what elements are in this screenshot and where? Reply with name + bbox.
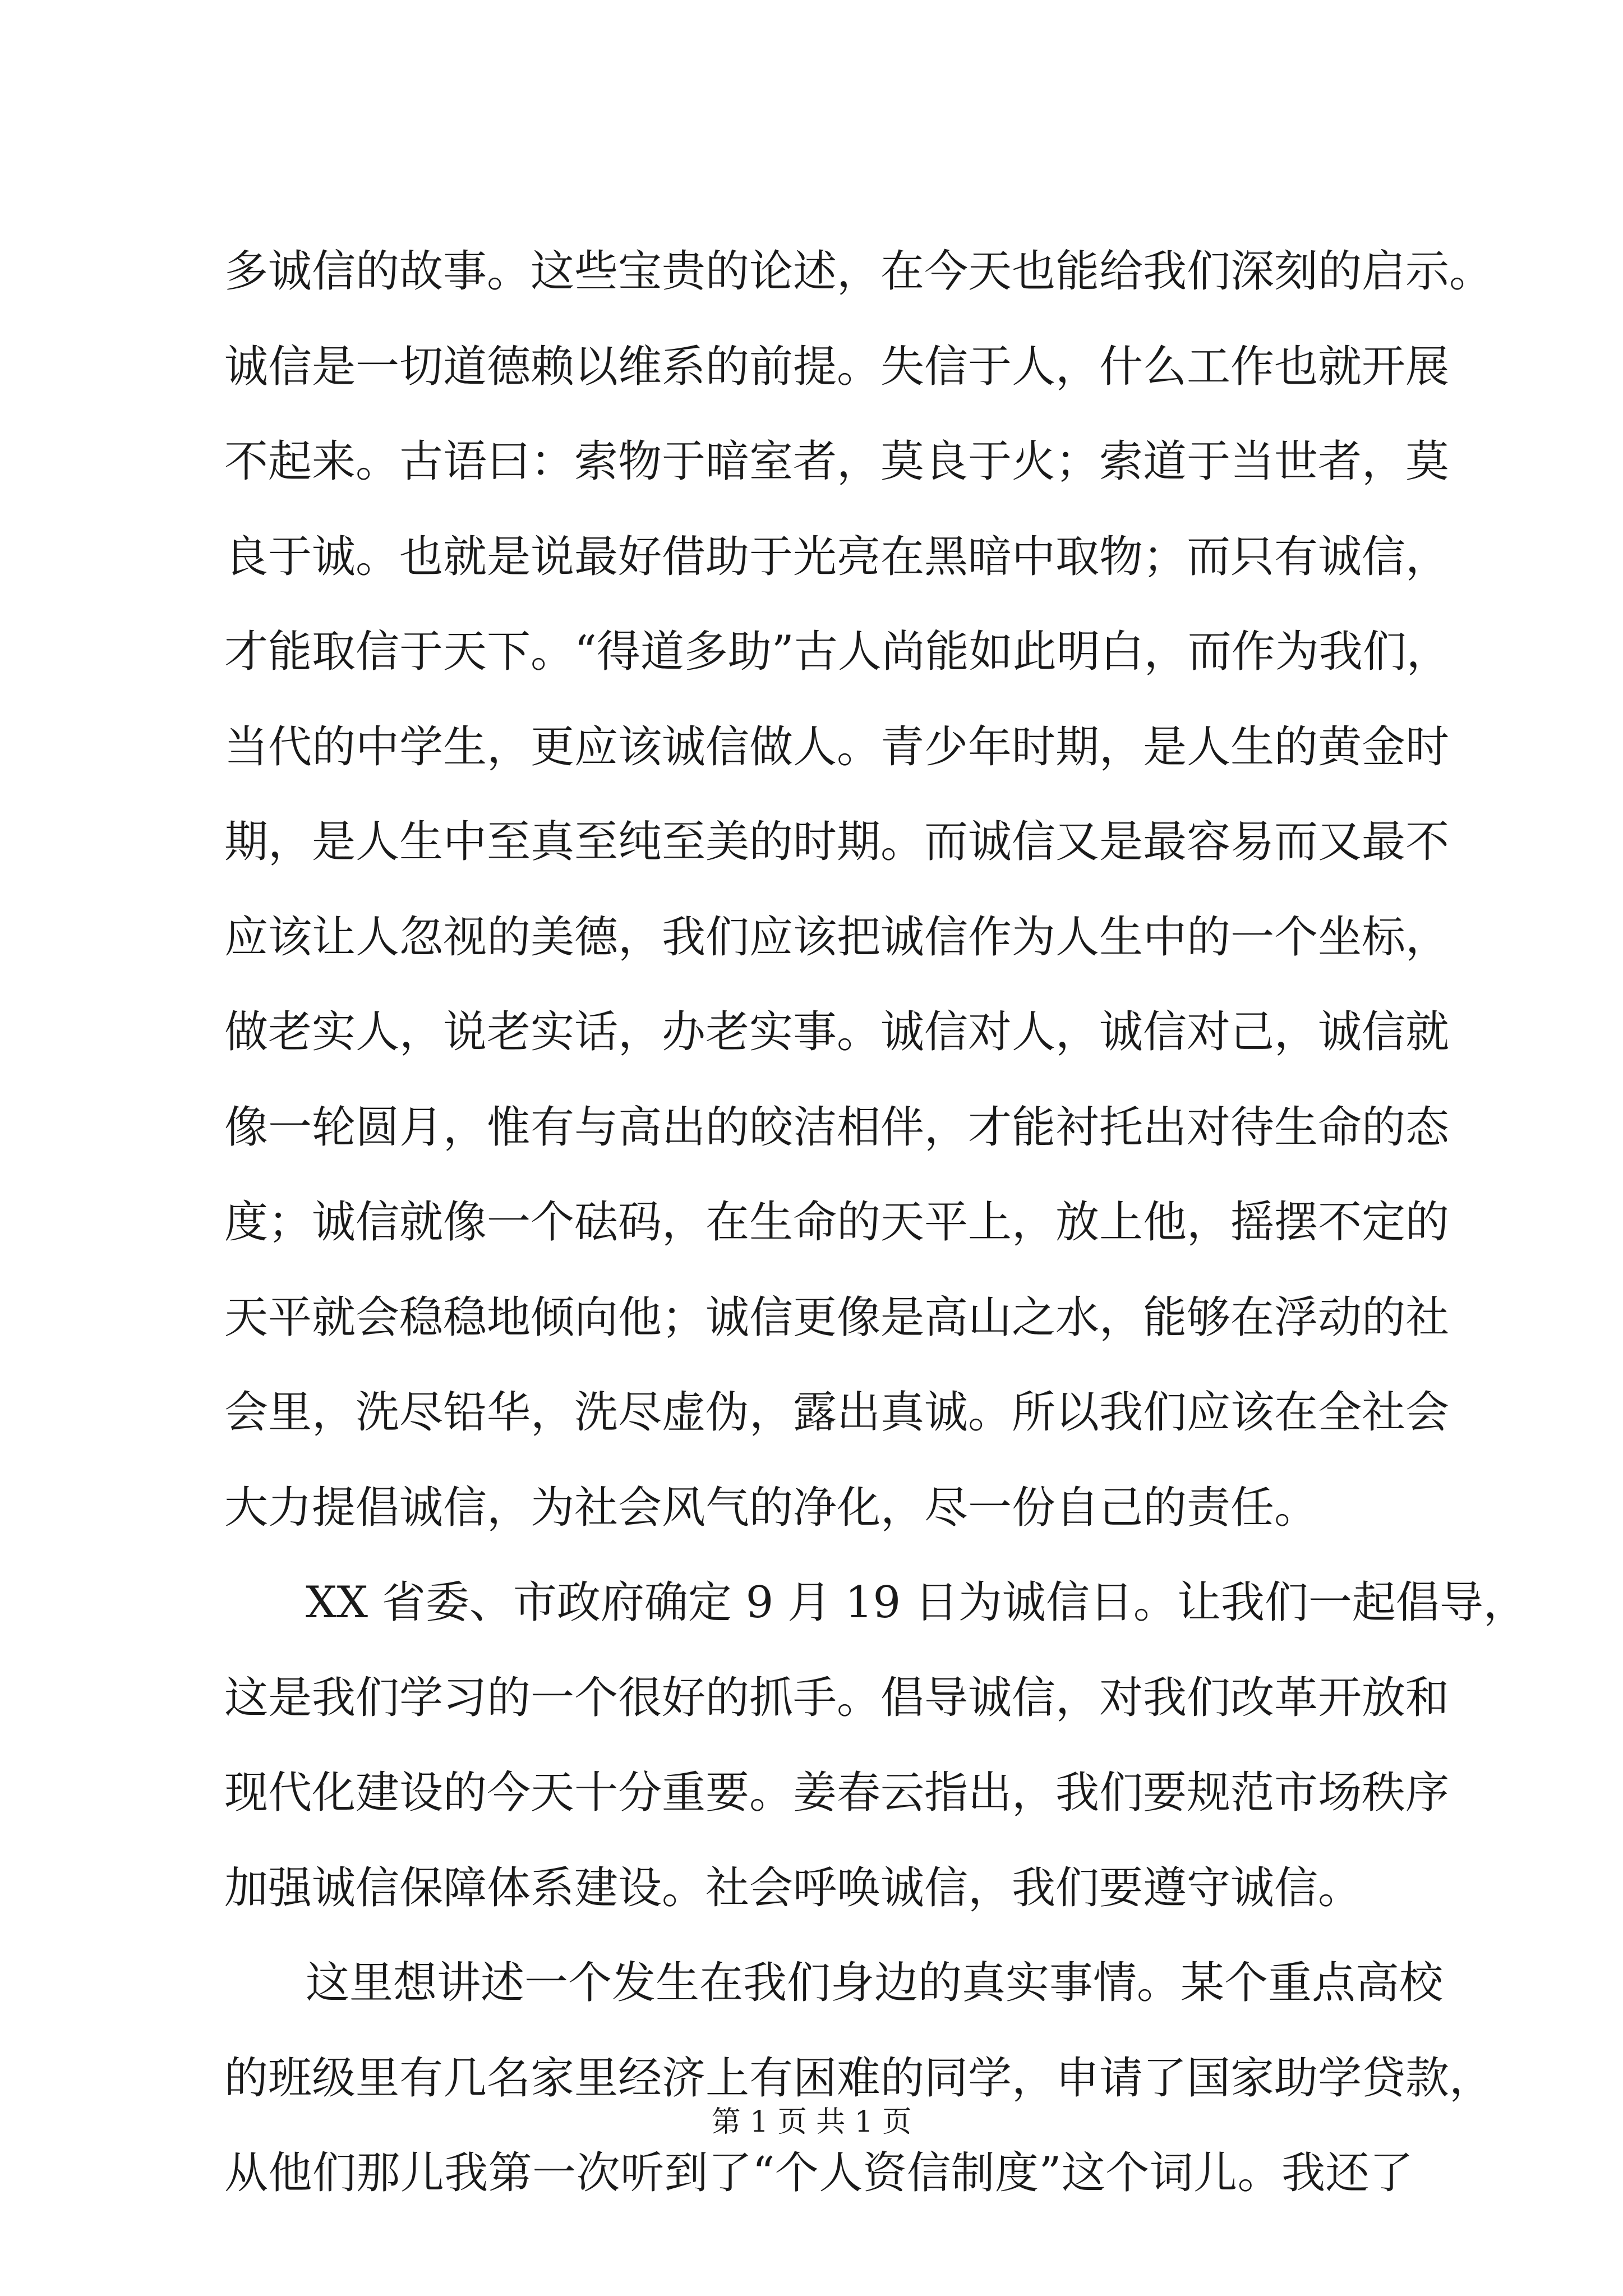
page-footer: 第 1 页 共 1 页 (711, 2105, 912, 2139)
text-line: 诚信是一切道德赖以维系的前提。失信于人，什么工作也就开展 (224, 341, 1450, 392)
text-line: 才能取信于天下。“得道多助”古人尚能如此明白，而作为我们， (224, 627, 1450, 677)
text-line: 做老实人，说老实话，办老实事。诚信对人，诚信对己，诚信就 (224, 1007, 1450, 1057)
text-line: XX 省委、市政府确定 9 月 19 日为诚信日。让我们一起倡导， (306, 1577, 1527, 1628)
text-line: 像一轮圆月，惟有与高出的皎洁相伴，才能衬托出对待生命的态 (224, 1102, 1450, 1153)
text-line: 良于诚。也就是说最好借助于光亮在黑暗中取物；而只有诚信， (224, 531, 1450, 582)
text-line: 天平就会稳稳地倾向他；诚信更像是高山之水，能够在浮动的社 (224, 1292, 1450, 1343)
document-body (224, 224, 1527, 2221)
text-line: 这里想讲述一个发生在我们身边的真实事情。某个重点高校 (306, 1958, 1444, 2008)
text-line: 的班级里有几名家里经济上有困难的同学，申请了国家助学贷款， (224, 2053, 1493, 2104)
text-line: 加强诚信保障体系建设。社会呼唤诚信，我们要遵守诚信。 (224, 1862, 1362, 1913)
text-line: 多诚信的故事。这些宝贵的论述，在今天也能给我们深刻的启示。 (224, 246, 1493, 297)
text-line: 当代的中学生，更应该诚信做人。青少年时期，是人生的黄金时 (224, 721, 1450, 772)
text-line: 期，是人生中至真至纯至美的时期。而诚信又是最容易而又最不 (224, 817, 1450, 867)
text-line: 大力提倡诚信，为社会风气的净化，尽一份自己的责任。 (224, 1482, 1318, 1533)
text-line: 这是我们学习的一个很好的抓手。倡导诚信，对我们改革开放和 (224, 1672, 1450, 1723)
text-line: 现代化建设的今天十分重要。姜春云指出，我们要规范市场秩序 (224, 1768, 1450, 1818)
text-line: 度；诚信就像一个砝码，在生命的天平上，放上他，摇摆不定的 (224, 1197, 1450, 1248)
text-line: 会里，洗尽铅华，洗尽虚伪，露出真诚。所以我们应该在全社会 (224, 1387, 1450, 1438)
text-line: 不起来。古语曰：索物于暗室者，莫良于火；索道于当世者，莫 (224, 436, 1450, 487)
text-line: 从他们那儿我第一次听到了“个人资信制度”这个词儿。我还了 (224, 2148, 1413, 2198)
text-line: 应该让人忽视的美德，我们应该把诚信作为人生中的一个坐标， (224, 912, 1450, 963)
